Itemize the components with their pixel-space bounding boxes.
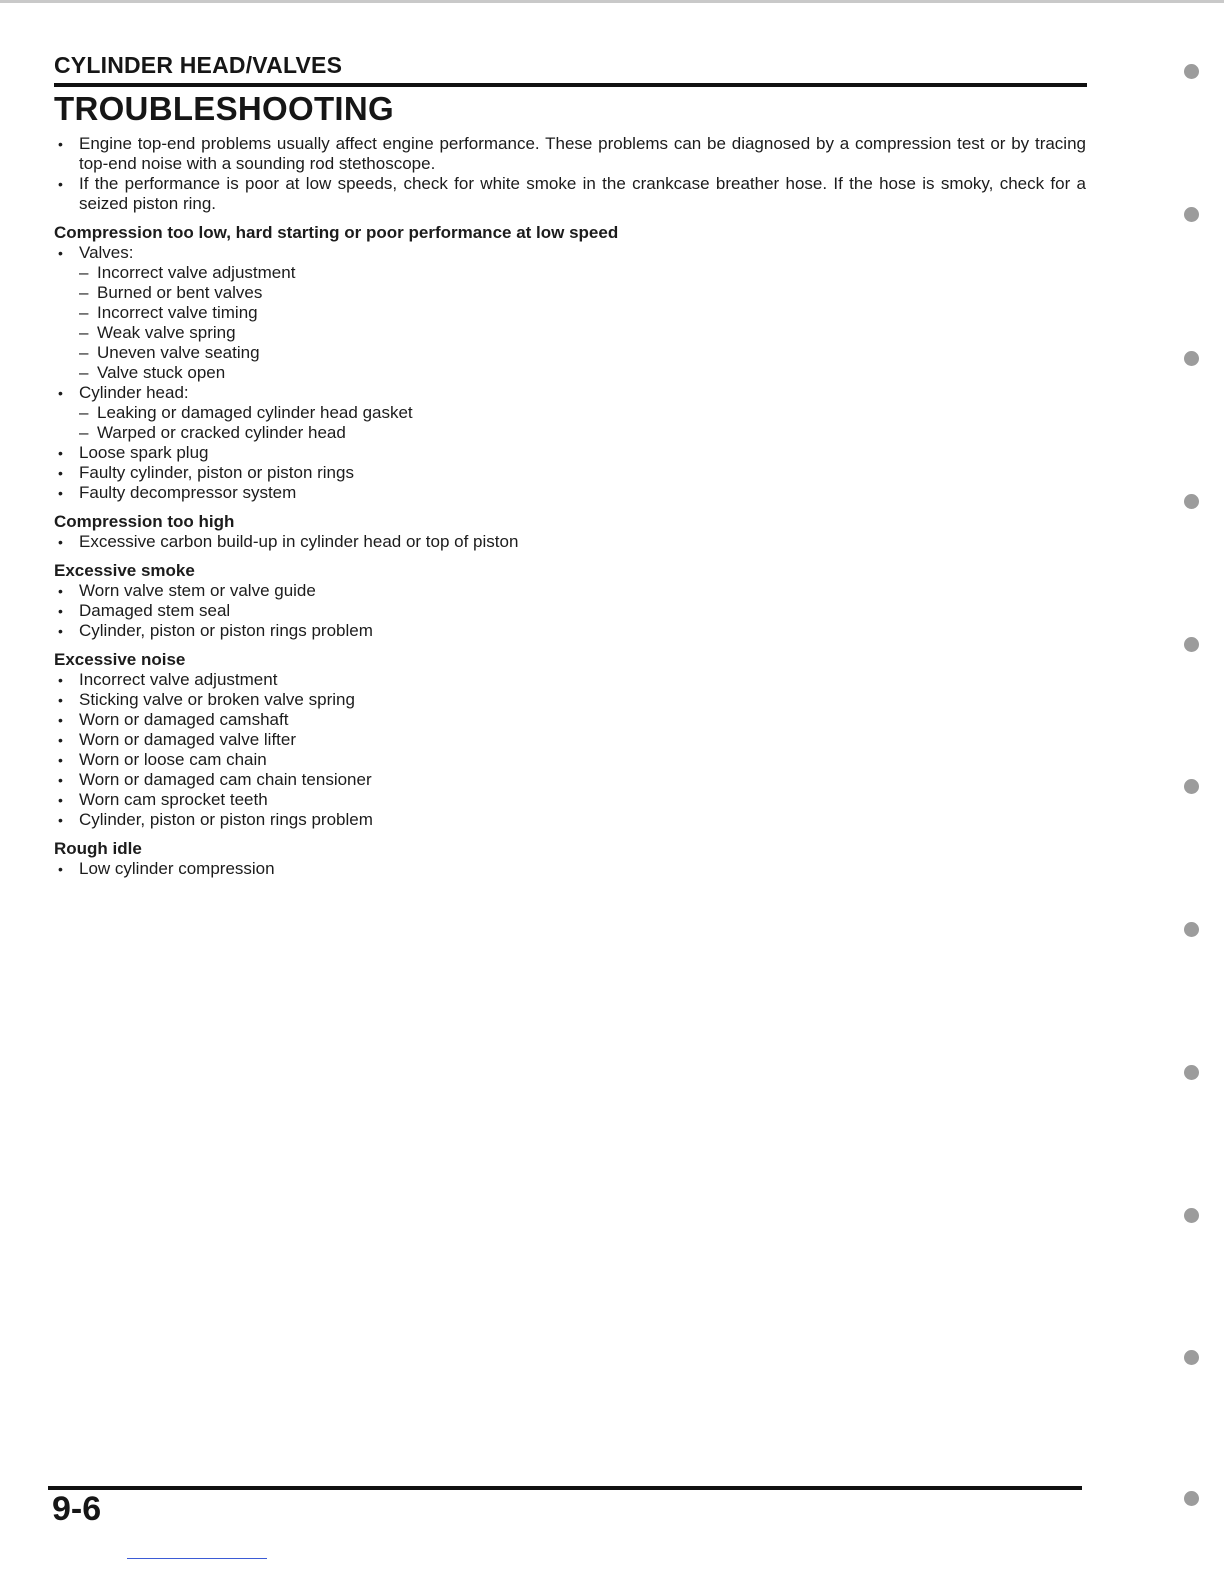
footer-rule — [48, 1486, 1082, 1490]
header-rule — [54, 83, 1087, 87]
sub-item: – Valve stuck open — [79, 363, 1086, 383]
sub-item: – Burned or bent valves — [79, 283, 1086, 303]
sub-item: – Weak valve spring — [79, 323, 1086, 343]
intro-list — [54, 134, 1086, 214]
section-header: CYLINDER HEAD/VALVES — [54, 52, 343, 78]
binder-hole-icon — [1184, 494, 1199, 509]
list-item-text: Cylinder head: — [79, 383, 189, 402]
list-item: • Worn valve stem or valve guide — [54, 581, 1086, 601]
binder-hole-icon — [1184, 779, 1199, 794]
list-item: • Cylinder, piston or piston rings problem — [54, 810, 1086, 830]
binder-hole-icon — [1184, 637, 1199, 652]
list-item: • Cylinder, piston or piston rings problem — [54, 621, 1086, 641]
binder-hole-icon — [1184, 207, 1199, 222]
section-rough-idle — [54, 839, 1086, 879]
binder-hole-icon — [1184, 1491, 1199, 1506]
section-heading: Excessive smoke — [54, 561, 195, 580]
list-item: • Incorrect valve adjustment — [54, 670, 1086, 690]
bullet-list — [54, 859, 1086, 879]
scan-top-edge — [0, 0, 1224, 3]
section-excessive-smoke — [54, 561, 1086, 641]
list-item: • Damaged stem seal — [54, 601, 1086, 621]
list-item-text: Valves: — [79, 243, 134, 262]
list-item: • Worn or damaged cam chain tensioner — [54, 770, 1086, 790]
binder-hole-icon — [1184, 1350, 1199, 1365]
binder-hole-icon — [1184, 1208, 1199, 1223]
page-title: TROUBLESHOOTING — [54, 90, 394, 127]
binder-hole-icon — [1184, 922, 1199, 937]
section-compression-high — [54, 512, 1086, 552]
scan-link-mark — [127, 1558, 267, 1559]
sub-item: – Leaking or damaged cylinder head gasket — [79, 403, 1086, 423]
intro-item: • Engine top-end problems usually affect engine performance. These problems can be diagnosed by a compression test or by tracing top-end noise with a sounding rod stethoscope. — [54, 134, 1086, 174]
list-item: • Faulty decompressor system — [54, 483, 1086, 503]
sub-item: – Uneven valve seating — [79, 343, 1086, 363]
bullet-list — [54, 670, 1086, 830]
list-item — [54, 383, 1086, 443]
list-item: • Sticking valve or broken valve spring — [54, 690, 1086, 710]
binder-hole-icon — [1184, 351, 1199, 366]
page-number: 9-6 — [52, 1490, 102, 1528]
sub-item: – Warped or cracked cylinder head — [79, 423, 1086, 443]
binder-hole-icon — [1184, 1065, 1199, 1080]
binder-hole-icon — [1184, 64, 1199, 79]
list-item: • Low cylinder compression — [54, 859, 1086, 879]
bullet-list — [54, 532, 1086, 552]
section-heading: Excessive noise — [54, 650, 186, 669]
list-item: • Worn or loose cam chain — [54, 750, 1086, 770]
list-item: • Worn or damaged camshaft — [54, 710, 1086, 730]
intro-item: • If the performance is poor at low speeds, check for white smoke in the crankcase breather hose. If the hose is smoky, check for a seized piston ring. — [54, 174, 1086, 214]
bullet-list — [54, 581, 1086, 641]
list-item: • Worn cam sprocket teeth — [54, 790, 1086, 810]
sub-item: – Incorrect valve timing — [79, 303, 1086, 323]
section-compression-low — [54, 223, 1086, 503]
list-item: • Faulty cylinder, piston or piston rings — [54, 463, 1086, 483]
binder-holes — [1180, 0, 1204, 1584]
section-heading: Compression too low, hard starting or poor performance at low speed — [54, 223, 619, 242]
content — [54, 134, 1086, 879]
sub-item: – Incorrect valve adjustment — [79, 263, 1086, 283]
sub-list — [79, 263, 1086, 383]
section-heading: Rough idle — [54, 839, 142, 858]
list-item: • Loose spark plug — [54, 443, 1086, 463]
list-item: • Excessive carbon build-up in cylinder head or top of piston — [54, 532, 1086, 552]
bullet-list — [54, 243, 1086, 503]
list-item: • Worn or damaged valve lifter — [54, 730, 1086, 750]
sub-list — [79, 403, 1086, 443]
section-heading: Compression too high — [54, 512, 235, 531]
section-excessive-noise — [54, 650, 1086, 830]
list-item — [54, 243, 1086, 383]
